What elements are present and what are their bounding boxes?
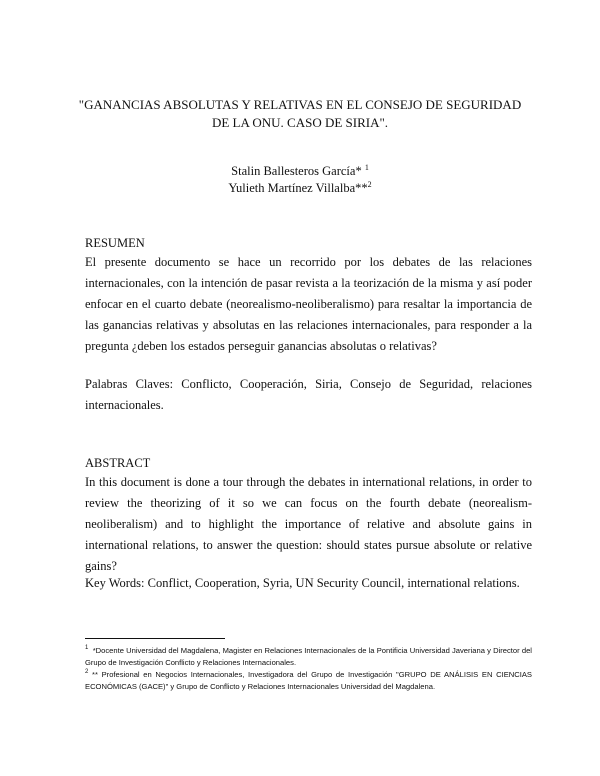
- resumen-heading: RESUMEN: [85, 236, 145, 250]
- title-line-1: "GANANCIAS ABSOLUTAS Y RELATIVAS EN EL CONSEJO DE SEGURIDAD: [78, 97, 522, 112]
- footnote-divider: [85, 638, 225, 639]
- author-name: Stalin Ballesteros García*: [231, 164, 362, 178]
- author-name: Yulieth Martínez Villalba**: [228, 181, 368, 195]
- author-2: [60, 180, 540, 197]
- footnote-number: 1: [85, 645, 89, 651]
- title-line-2: DE LA ONU. CASO DE SIRIA".: [211, 115, 389, 130]
- footnote-text: ** Profesional en Negocios Internacionales, Investigadora del Grupo de Investigación "GRUPO DE ANÁLISIS EN CIENCIAS ECONÓMICAS (GACE)" y Grupo de Conflicto y Relaciones Internacionales Universidad del Magdalena.: [85, 670, 532, 691]
- footnote-1: [85, 645, 532, 668]
- footnote-number: 2: [85, 669, 89, 675]
- footnote-2: [85, 669, 532, 692]
- resumen-keywords: Palabras Claves: Conflicto, Cooperación, Siria, Consejo de Seguridad, relaciones internacionales.: [85, 377, 532, 412]
- footnote-text: *Docente Universidad del Magdalena, Magister en Relaciones Internacionales de la Pontificia Universidad Javeriana y Director del Grupo de Investigación Conflicto y Relaciones Internacionales.: [85, 646, 532, 667]
- footnote-marker[interactable]: 1: [364, 163, 369, 172]
- document-title: [60, 96, 540, 132]
- abstract-heading: ABSTRACT: [85, 456, 151, 470]
- abstract-keywords: Key Words: Conflict, Cooperation, Syria, UN Security Council, international relations.: [85, 576, 520, 590]
- footnote-marker[interactable]: 2: [367, 180, 372, 189]
- author-1: [60, 163, 540, 180]
- resumen-body: El presente documento se hace un recorrido por los debates de las relaciones internacionales, con la intención de pasar revista a la teorización de la misma y así poder enfocar en el cuarto debate (neorealismo-neoliberalismo) para resaltar la importancia de las ganancias relativas y absolutas en las relaciones internacionales, para responder a la pregunta ¿deben los estados perseguir ganancias absolutas o relativas?: [85, 255, 532, 353]
- abstract-body: In this document is done a tour through the debates in international relations, in order to review the theorizing of it so we can focus on the fourth debate (neorealism-neoliberalism) and to highlight the importance of relative and absolute gains in international relations, to answer the question: should states pursue absolute or relative gains?: [85, 475, 532, 573]
- author-list: [60, 163, 540, 197]
